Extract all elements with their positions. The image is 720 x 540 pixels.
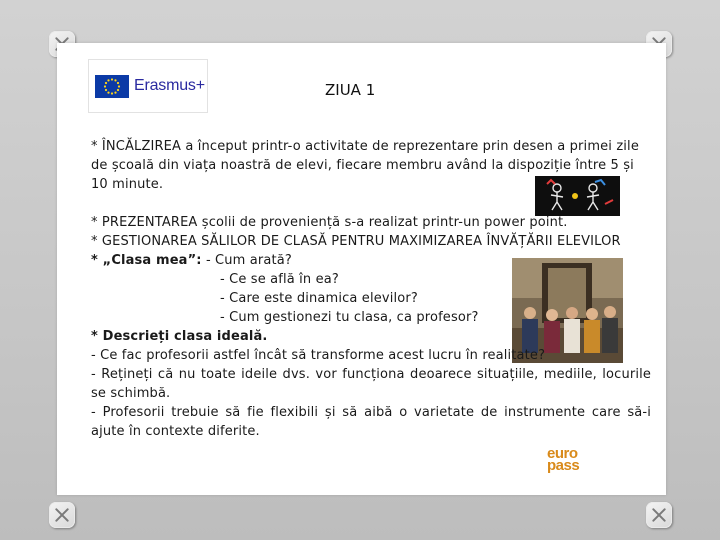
slide-title: ZIUA 1 <box>325 81 376 99</box>
question-1: - Cum arată? <box>201 253 292 268</box>
erasmus-logo <box>88 59 208 113</box>
question-2: - Ce se află în ea? <box>220 272 339 287</box>
slide-body <box>91 137 651 441</box>
paragraph-presentation <box>91 213 651 232</box>
paragraph-teachers-action: - Ce fac profesorii astfel încât să transforme acest lucru în realitate? <box>91 348 546 363</box>
question-3: - Care este dinamica elevilor? <box>220 291 418 306</box>
paragraph-my-class <box>91 251 651 270</box>
presentation-heading: * PREZENTAREA <box>91 215 198 230</box>
presentation-text: școlii de proveniență s-a realizat printr-un power point. <box>197 215 568 230</box>
close-icon <box>49 502 75 528</box>
question-4: - Cum gestionezi tu clasa, ca profesor? <box>220 310 479 325</box>
europass-logo-bottom: pass <box>547 457 580 474</box>
slide-card <box>57 43 666 495</box>
paragraph-management: * GESTIONAREA SĂLILOR DE CLASĂ PENTRU MAXIMIZAREA ÎNVĂȚĂRII ELEVILOR <box>91 234 621 249</box>
my-class-label: * „Clasa mea”: <box>91 253 202 268</box>
close-icon <box>646 502 672 528</box>
eu-flag-icon <box>95 75 129 98</box>
paragraph-ideal-class: * Descrieți clasa ideală. <box>91 329 268 344</box>
paragraph-remember: - Rețineți că nu toate ideile dvs. vor funcționa deoarece situațiile, mediile, locurile se schimbă. <box>91 367 651 401</box>
paragraph-warmup: * ÎNCĂLZIREA a început printr-o activitate de reprezentare prin desen a primei zile de școală din viața noastră de elevi, fiecare membru având la dispoziție între 5 și 10 minute. <box>91 139 639 192</box>
europass-logo <box>547 445 625 478</box>
paragraph-flexible: - Profesorii trebuie să fie flexibili și să aibă o varietate de instrumente care să-i ajute în contexte diferite. <box>91 405 651 439</box>
europass-logo-top: euro <box>547 445 578 462</box>
erasmus-logo-text: Erasmus+ <box>134 77 205 94</box>
